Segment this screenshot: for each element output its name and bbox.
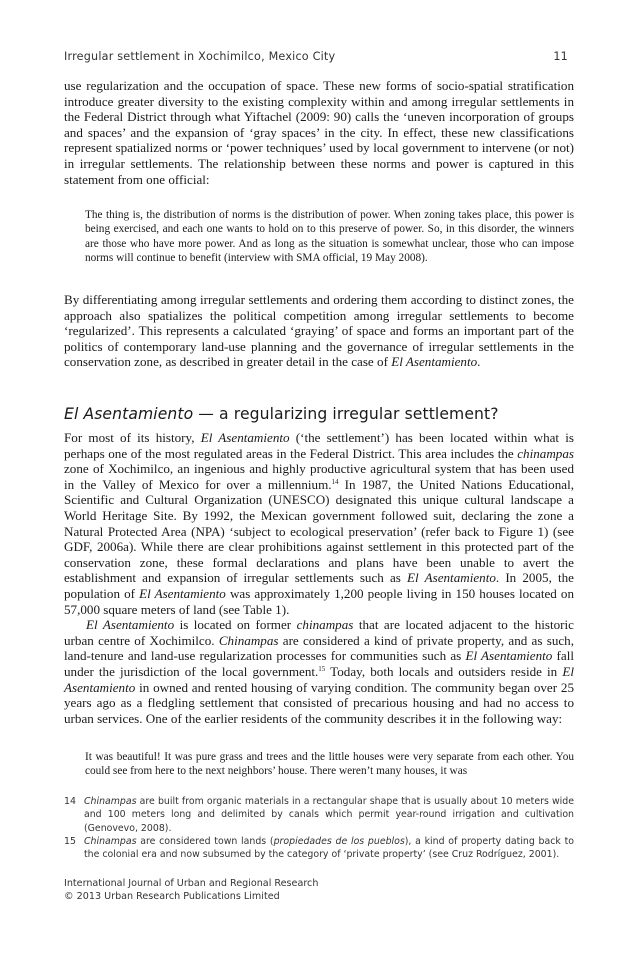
section-heading-rest: — a regularizing irregular settlement?	[193, 405, 499, 423]
footnote-ref-15[interactable]: 15	[318, 664, 326, 673]
page-footer	[64, 877, 574, 903]
body-paragraph-2	[64, 292, 574, 370]
section-body	[64, 430, 574, 726]
body-paragraph-4: El Asentamiento is located on former chinampas that are located adjacent to the historic urban centre of Xochimilco. Chinampas are considered a kind of private property, and as such, land-tenure and land-use regularization processes for communities such as El Asentamiento fall under the jurisdiction of the local government.$^{15}$ Today, both locals and outsiders reside in El Asentamiento in owned and rented housing of varying condition. The community began over 25 years ago as a fledgling settlement that consisted of precarious housing and had no access to urban services. One of the earlier residents of the community describes it in the following way:	[64, 617, 574, 726]
section-heading	[64, 405, 574, 423]
running-head-title: Irregular settlement in Xochimilco, Mexico City	[64, 50, 336, 63]
footnote-14: 14 Chinampas are built from organic materials in a rectangular shape that is usually about 10 meters wide and 100 meters long and delimited by canals which permit year-round irrigation and cultivation (Genovevo, 2008).	[64, 796, 574, 834]
section-heading-italic: El Asentamiento	[64, 405, 194, 423]
body-paragraph-3: For most of its history, El Asentamiento (‘the settlement’) has been located within what is perhaps one of the most regulated areas in the Federal District. This area includes the chinampas zone of Xochimilco, an ingenious and highly productive agricultural system that has been used in the Valley of Mexico for over a millennium.$^{14}$ In 1987, the United Nations Educational, Scientific and Cultural Organization (UNESCO) designated this unique cultural landscape a World Heritage Site. By 1992, the Mexican government followed suit, declaring the zone a Natural Protected Area (NPA) ‘subject to ecological preservation’ (refer back to Figure 1) (see GDF, 2006a). While there are clear prohibitions against settlement in this protected part of the conservation zone, these formal declarations and plans have been unable to avert the establishment and expansion of irregular settlements such as El Asentamiento. In 2005, the population of El Asentamiento was approximately 1,200 people living in 150 houses located on 57,000 square meters of land (see Table 1).	[64, 430, 574, 617]
quote-text: It was beautiful! It was pure grass and trees and the little houses were very separate from each other. You could see from here to the next neighbors’ house. There weren’t many houses, it was	[85, 751, 574, 778]
running-head	[64, 50, 574, 63]
footnote-number: 15	[64, 835, 76, 847]
footnote-15: 15 Chinampas are considered town lands (propiedades de los pueblos), a kind of property dating back to the colonial era and now subsumed by the category of ‘private property’ (see Cruz Rodríguez, 2001).	[64, 835, 574, 861]
footnotes	[64, 795, 574, 861]
quote-text: The thing is, the distribution of norms is the distribution of power. When zoning takes place, this power is being exercised, and each one wants to hold on to this preserve of power. So, in this disorder, the winners are those who have more power. And as long as the situation is somewhat unclear, those who can impose norms will continue to benefit (interview with SMA official, 19 May 2008).	[85, 209, 574, 264]
footnote-number: 14	[64, 796, 76, 807]
journal-name: International Journal of Urban and Regional Research	[64, 878, 319, 889]
paragraph-text: By differentiating among irregular settlements and ordering them according to distinct zones, the approach also spatializes the political competition among irregular settlements to become ‘regularized’. This represents a calculated ‘graying’ of space and forms an important part of the politics of contemporary land-use planning and the governance of irregular settlements in the conservation zone, as described in greater detail in the case of El Asentamiento.	[64, 292, 574, 370]
copyright-notice: © 2013 Urban Research Publications Limited	[64, 891, 280, 902]
paragraph-text: use regularization and the occupation of space. These new forms of socio-spatial stratification introduce greater diversity to the existing complexity within and among irregular settlements in the Federal District through what Yiftachel (2009: 90) calls the ‘uneven incorporation of groups and spaces’ and the expansion of ‘gray spaces’ in the city. In effect, these new classifications represent spatialized norms or ‘power techniques’ used by local government to intervene (or not) in irregular settlements. The relationship between these norms and power is captured in this statement from one official:	[64, 78, 574, 187]
page-number: 11	[553, 50, 568, 63]
body-paragraph-1	[64, 78, 574, 187]
footnote-ref-14[interactable]: 14	[331, 477, 339, 486]
block-quote-1	[85, 208, 574, 265]
block-quote-2	[85, 750, 574, 779]
